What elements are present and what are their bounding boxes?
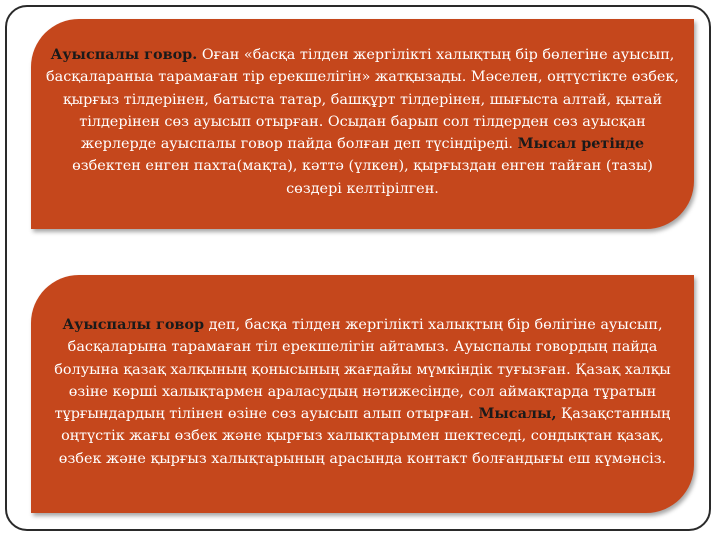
term-label-1: Ауыспалы говор. [50,46,198,64]
example-label-1: Мысал ретінде [517,135,645,153]
definition-paragraph-2 [43,314,682,469]
definition-text-1b: өзбектен енген пахта(мақта), кәттә (үлкен), қырғыздан енген тайған (тазы) сөздері келтірілген. [72,158,653,197]
definition-block-1 [31,19,694,229]
definition-text-2a: деп, басқа тілден жергілікті халықтың бір бөлігіне ауысып, басқаларына тарамаған тіл ерекшелігін айтамыз. Ауыспалы говордың пайда болуына қазақ халқының қонысының жағдайы мүмкіндік туғызған. Қазақ халқы өзіне көрші халықтармен араласудың нәтижесінде, сол аймақтарда тұратын тұрғындардың тілінен өзіне сөз ауысып алып отырған. [54,317,671,423]
term-label-2: Ауыспалы говор [62,316,205,334]
definition-text-1a: Оған «басқа тілден жергілікті халықтың бір бөлегіне ауысып, басқаларaныа тарамаған тір ерекшелігін» жатқызады. Мәселен, оңтүстікте өзбек, қырғыз тілдерінен, батыста татар, башқұрт тілдерінен, шығыста алтай, қытай тілдерінен сөз ауысып отырған. Осыдан барып сол тілдерден сөз ауысқан жерлерде ауыспалы говор пайда болған деп түсіндіреді. [45,47,680,153]
example-label-2: Мысалы, [478,405,557,423]
definition-text-2b: Қазақстанның оңтүстік жағы өзбек және қырғыз халықтарымен шектеседі, сондықтан қазақ, өзбек және қырғыз халықтарының арасында контакт болғандығы еш күмәнсіз. [58,406,671,467]
definition-block-2 [31,275,694,513]
definition-paragraph-1 [45,44,680,199]
